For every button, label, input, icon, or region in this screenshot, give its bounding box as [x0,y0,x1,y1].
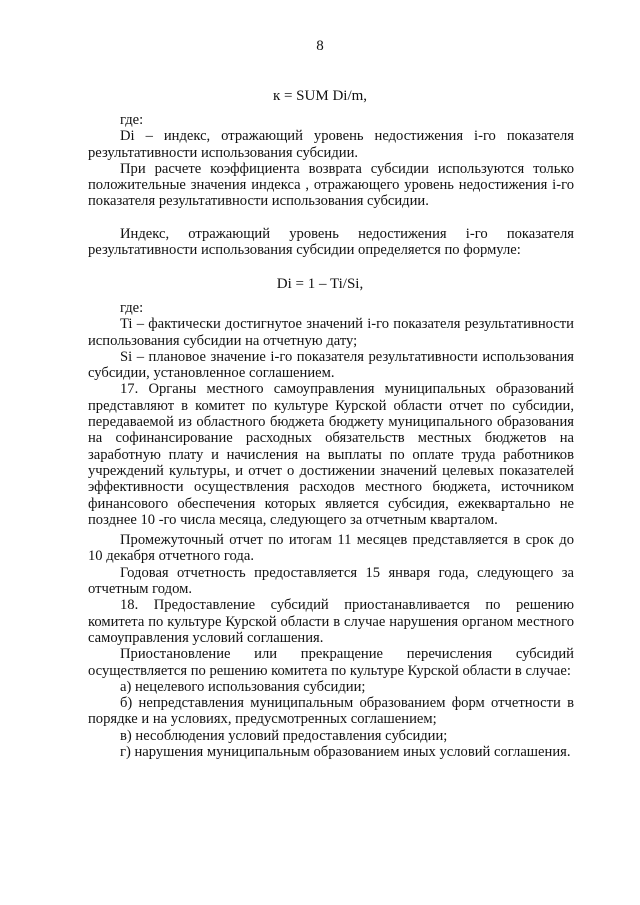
list-item-v: в) несоблюдения условий предоставления субсидии; [120,727,448,744]
where-label: где: [120,300,144,316]
text-block-1 [88,112,574,258]
text-block-2 [88,300,574,760]
paragraph-di-definition: Di – индекс, отражающий уровень недостижения i-го показателя результативности использования субсидии. [88,128,574,161]
paragraph-positive-values: При расчете коэффициента возврата субсидии используются только положительные значения индекса , отражающего уровень недостижения i-го показателя результативности использования субсидии. [88,160,574,210]
paragraph-17: 17. Органы местного самоуправления муниципальных образований представляют в комитет по культуре Курской области отчет по субсидии, передаваемой из областного бюджета бюджету муниципального образования на софинансирование расходных обязательств местных бюджетов на заработную плату и начисления на выплаты по оплате труда работников учреждений культуры, и отчет о достижении значений целевых показателей эффективности осуществления расходов местного бюджета, источником финансового обеспечения которых является субсидия, ежеквартально не позднее 10 -го числа месяца, следующего за отчетным кварталом. [88,381,574,528]
where-label: где: [120,112,144,128]
formula-coefficient: к = SUM Di/m, [272,88,368,104]
list-item-a: а) нецелевого использования субсидии; [120,678,366,695]
paragraph-annual-report: Годовая отчетность предоставляется 15 января года, следующего за отчетным годом. [88,564,574,598]
paragraph-ti-definition: Ti – фактически достигнутое значений i-го показателя результативности использования субсидии на отчетную дату; [88,316,574,349]
paragraph-si-definition: Si – плановое значение i-го показателя результативности использования субсидии, установленное соглашением. [88,348,574,382]
paragraph-18: 18. Предоставление субсидий приостанавливается по решению комитета по культуре Курской области в случае нарушения органом местного самоуправления условий соглашения. [88,597,574,646]
paragraph-index-formula-intro: Индекс, отражающий уровень недостижения i-го показателя результативности использования субсидии определяется по формуле: [88,225,574,259]
list-item-b: б) непредставления муниципальным образованием форм отчетности в порядке и на условиях, предусмотренных соглашением; [88,695,574,728]
paragraph-suspension: Приостановление или прекращение перечисления субсидий осуществляется по решению комитета по культуре Курской области в случае: [88,646,574,679]
list-item-g: г) нарушения муниципальным образованием иных условий соглашения. [120,744,571,761]
page-number: 8 [316,38,324,54]
formula-index: Di = 1 – Ti/Si, [276,276,364,292]
paragraph-interim-report: Промежуточный отчет по итогам 11 месяцев представляется в срок до 10 декабря отчетного года. [88,532,574,565]
